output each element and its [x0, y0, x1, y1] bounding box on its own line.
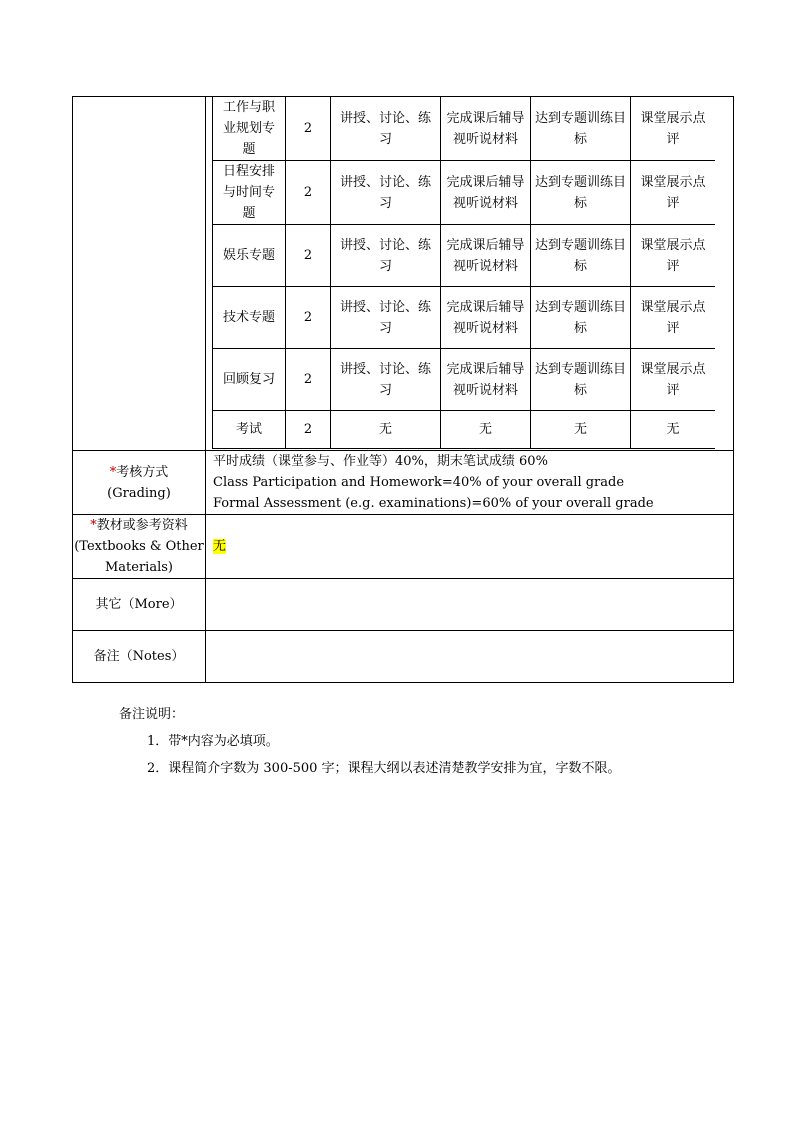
required-star: *: [90, 518, 97, 533]
syllabus-table: [72, 96, 734, 683]
schedule-cell-goal: [531, 411, 631, 449]
schedule-cell-text: 考试: [235, 422, 262, 437]
grading-label: [73, 451, 206, 515]
more-content: [206, 579, 734, 631]
schedule-cell-text: 完成课后辅导视听说材料: [446, 110, 525, 147]
textbooks-value: 无: [213, 539, 227, 554]
notes-label: 备注（Notes）: [73, 631, 206, 683]
schedule-cell-hours: [286, 411, 331, 449]
schedule-cell-homework: [441, 349, 531, 411]
schedule-cell-text: 无: [573, 422, 587, 437]
required-star: *: [109, 464, 117, 480]
schedule-cell-text: 达到专题训练目标: [535, 110, 627, 147]
schedule-cell-goal: [531, 161, 631, 225]
schedule-cell-text: 无: [666, 422, 680, 437]
schedule-cell-method: [331, 225, 441, 287]
textbooks-label: [73, 515, 206, 579]
schedule-cell-text: 讲授、讨论、练习: [339, 299, 431, 336]
schedule-cell-text: 工作与职业规划专题: [222, 100, 275, 157]
schedule-cell-homework: [441, 225, 531, 287]
schedule-cell-text: 讲授、讨论、练习: [339, 110, 431, 147]
more-row: [73, 579, 734, 631]
schedule-cell-goal: [531, 287, 631, 349]
schedule-cell-text: 娱乐专题: [222, 248, 275, 263]
schedule-content-cell: [206, 97, 734, 451]
schedule-cell-text: 讲授、讨论、练习: [339, 361, 431, 398]
schedule-cell-text: 课堂展示点评: [640, 361, 706, 398]
schedule-cell-text: 达到专题训练目标: [535, 299, 627, 336]
schedule-cell-text: 课堂展示点评: [640, 237, 706, 274]
schedule-cell-hours: [286, 225, 331, 287]
schedule-cell-hours: [286, 161, 331, 225]
schedule-cell-assessment: [631, 287, 716, 349]
notes-row: [73, 631, 734, 683]
textbooks-label-en-2: Materials): [104, 560, 173, 575]
schedule-cell-topic: [213, 225, 286, 287]
schedule-cell-text: 2: [303, 248, 313, 263]
schedule-cell-text: 完成课后辅导视听说材料: [446, 361, 525, 398]
schedule-cell-text: 回顾复习: [222, 372, 275, 387]
schedule-cell-text: 达到专题训练目标: [535, 361, 627, 398]
schedule-cell-text: 讲授、讨论、练习: [339, 174, 431, 211]
footnotes: [119, 704, 621, 779]
schedule-cell-homework: [441, 97, 531, 161]
schedule-row: [213, 287, 716, 349]
schedule-cell-text: 达到专题训练目标: [535, 174, 627, 211]
schedule-cell-assessment: [631, 349, 716, 411]
schedule-cell-method: [331, 349, 441, 411]
grading-row: [73, 451, 734, 515]
schedule-cell-topic: [213, 97, 286, 161]
schedule-cell-assessment: [631, 411, 716, 449]
notes-content: [206, 631, 734, 683]
schedule-row: [213, 411, 716, 449]
schedule-label-cell: [73, 97, 206, 451]
schedule-cell-text: 课堂展示点评: [640, 174, 706, 211]
schedule-cell-hours: [286, 287, 331, 349]
schedule-cell-topic: [213, 349, 286, 411]
schedule-cell-text: 课堂展示点评: [640, 110, 706, 147]
schedule-cell-topic: [213, 161, 286, 225]
schedule-cell-assessment: [631, 161, 716, 225]
grading-label-en: (Grading): [107, 485, 171, 501]
schedule-cell-method: [331, 411, 441, 449]
schedule-cell-assessment: [631, 97, 716, 161]
textbooks-row: [73, 515, 734, 579]
schedule-cell-text: 技术专题: [222, 310, 275, 325]
schedule-cell-text: 完成课后辅导视听说材料: [446, 174, 525, 211]
schedule-cell-text: 课堂展示点评: [640, 299, 706, 336]
schedule-cell-text: 2: [303, 185, 313, 200]
schedule-section: [73, 97, 734, 451]
grading-content: [206, 451, 734, 515]
textbooks-label-cn: 教材或参考资料: [96, 518, 188, 533]
schedule-cell-text: 2: [303, 422, 313, 437]
schedule-cell-text: 无: [378, 422, 392, 437]
schedule-cell-goal: [531, 349, 631, 411]
schedule-row: [213, 225, 716, 287]
grading-line-1: 平时成绩（课堂参与、作业等）40%，期末笔试成绩 60%: [213, 454, 548, 469]
schedule-cell-homework: [441, 161, 531, 225]
schedule-cell-text: 完成课后辅导视听说材料: [446, 237, 525, 274]
schedule-cell-text: 完成课后辅导视听说材料: [446, 299, 525, 336]
footnotes-heading: 备注说明：: [119, 707, 185, 722]
schedule-row: [213, 161, 716, 225]
schedule-cell-method: [331, 97, 441, 161]
schedule-row: [213, 349, 716, 411]
schedule-cell-method: [331, 161, 441, 225]
grading-label-cn: 考核方式: [116, 464, 169, 480]
schedule-cell-goal: [531, 225, 631, 287]
schedule-cell-text: 2: [303, 121, 313, 136]
footnote-item-1: 1．带*内容为必填项。: [147, 734, 279, 749]
more-label: 其它（More）: [73, 579, 206, 631]
schedule-cell-homework: [441, 287, 531, 349]
schedule-cell-hours: [286, 97, 331, 161]
grading-line-2: Class Participation and Homework=40% of your overall grade: [213, 475, 625, 490]
schedule-cell-assessment: [631, 225, 716, 287]
footnote-item-2: 2．课程简介字数为 300-500 字；课程大纲以表述清楚教学安排为宜，字数不限。: [147, 761, 621, 776]
schedule-cell-text: 2: [303, 372, 313, 387]
schedule-table: [212, 97, 715, 449]
textbooks-label-en-1: (Textbooks & Other: [74, 539, 204, 554]
schedule-cell-text: 2: [303, 310, 313, 325]
schedule-cell-text: 讲授、讨论、练习: [339, 237, 431, 274]
schedule-cell-text: 无: [478, 422, 492, 437]
grading-line-3: Formal Assessment (e.g. examinations)=60% of your overall grade: [213, 496, 654, 511]
schedule-row: [213, 97, 716, 161]
schedule-cell-text: 日程安排与时间专题: [222, 164, 275, 221]
schedule-cell-method: [331, 287, 441, 349]
schedule-cell-topic: [213, 287, 286, 349]
schedule-cell-goal: [531, 97, 631, 161]
schedule-cell-text: 达到专题训练目标: [535, 237, 627, 274]
schedule-cell-hours: [286, 349, 331, 411]
schedule-cell-topic: [213, 411, 286, 449]
textbooks-content: [206, 515, 734, 579]
schedule-cell-homework: [441, 411, 531, 449]
